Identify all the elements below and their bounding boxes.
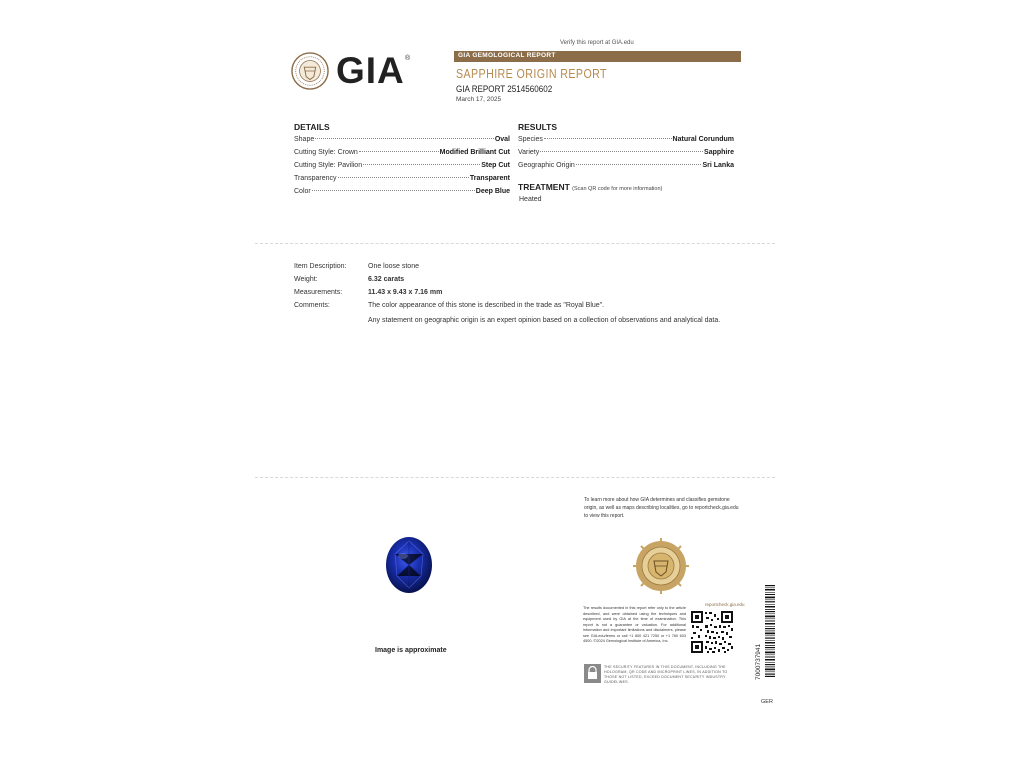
qr-code-icon[interactable] <box>690 610 734 654</box>
report-type-label: GIA GEMOLOGICAL REPORT <box>458 52 556 59</box>
results-value: Natural Corundum <box>672 136 734 143</box>
details-value: Modified Brilliant Cut <box>439 149 510 156</box>
comment-color: The color appearance of this stone is described in the trade as "Royal Blue". <box>368 302 605 309</box>
learn-more-text: To learn more about how GIA determines and classifies gemstone origin, as well as maps describing localities, go to reportcheck.gia.edu to view this report. <box>584 497 739 519</box>
measurements-value: 11.43 x 9.43 x 7.16 mm <box>368 289 443 296</box>
barcode-number: 7000737941 <box>755 643 762 680</box>
details-list <box>294 136 510 201</box>
results-value: Sapphire <box>704 149 734 156</box>
details-value: Transparent <box>469 175 510 182</box>
security-lock-icon <box>584 664 601 683</box>
verify-text: Verify this report at GIA.edu <box>560 40 634 46</box>
details-row <box>294 188 510 201</box>
gia-seal-icon <box>291 52 329 90</box>
details-label: Cutting Style: Pavilion <box>294 162 363 169</box>
details-row <box>294 149 510 162</box>
report-title: SAPPHIRE ORIGIN REPORT <box>456 66 607 81</box>
details-row <box>294 162 510 175</box>
barcode-icon <box>765 585 775 677</box>
section-divider <box>255 477 775 478</box>
gia-seal-icon <box>633 538 689 594</box>
report-type-bar <box>454 51 741 62</box>
treatment-note: (Scan QR code for more information) <box>572 186 663 192</box>
results-row <box>518 136 734 149</box>
details-value: Oval <box>494 136 510 143</box>
details-label: Shape <box>294 136 315 143</box>
results-row <box>518 149 734 162</box>
sapphire-stone-image <box>385 536 433 594</box>
treatment-value: Heated <box>519 196 542 203</box>
security-features-text: THE SECURITY FEATURES IN THIS DOCUMENT, INCLUDING THE HOLOGRAM, QR CODE AND MICROPRINT LINES, IN ADDITION TO THOSE NOT LISTED, EXCEED DOCUMENT SECURITY INDUSTRY GUIDELINES. <box>604 665 728 684</box>
item-description-value: One loose stone <box>368 263 419 270</box>
details-row <box>294 175 510 188</box>
section-divider <box>255 243 775 244</box>
details-heading: DETAILS <box>294 122 330 132</box>
results-value: Sri Lanka <box>702 162 734 169</box>
disclaimer-text: The results documented in this report refer only to the article described, and were obtained using the techniques and equipment used by GIA at the time of examination. This report is not a guarantee or valuation. For additional information and important limitations and disclaimers, please see GIA.edu/terms or call +1 800 421 7250 or +1 760 603 4500. ©2024 Gemological Institute of America, Inc. <box>583 606 686 643</box>
results-row <box>518 162 734 175</box>
image-caption: Image is approximate <box>375 647 447 654</box>
treatment-heading-text: TREATMENT <box>518 182 570 192</box>
comment-origin: Any statement on geographic origin is an expert opinion based on a collection of observations and analytical data. <box>368 317 721 324</box>
results-label: Species <box>518 136 543 143</box>
results-label: Geographic Origin <box>518 162 575 169</box>
report-date: March 17, 2025 <box>456 96 502 103</box>
details-label: Color <box>294 188 311 195</box>
gia-logo-text: GIA <box>336 50 405 91</box>
registered-mark: ® <box>405 55 411 62</box>
details-row <box>294 136 510 149</box>
weight-label: Weight: <box>294 276 318 283</box>
item-description-label: Item Description: <box>294 263 347 270</box>
results-label: Variety <box>518 149 540 156</box>
details-label: Transparency <box>294 175 337 182</box>
treatment-heading <box>518 182 662 192</box>
details-value: Step Cut <box>481 162 510 169</box>
weight-value: 6.32 carats <box>368 276 405 283</box>
measurements-label: Measurements: <box>294 289 343 296</box>
reportcheck-link[interactable]: reportcheck.gia.edu <box>705 602 745 607</box>
details-value: Deep Blue <box>475 188 510 195</box>
details-label: Cutting Style: Crown <box>294 149 358 156</box>
footer-code: GER <box>761 699 773 705</box>
results-list <box>518 136 734 175</box>
comments-label: Comments: <box>294 302 330 309</box>
results-heading: RESULTS <box>518 122 558 132</box>
report-number: GIA REPORT 2514560602 <box>456 84 553 95</box>
